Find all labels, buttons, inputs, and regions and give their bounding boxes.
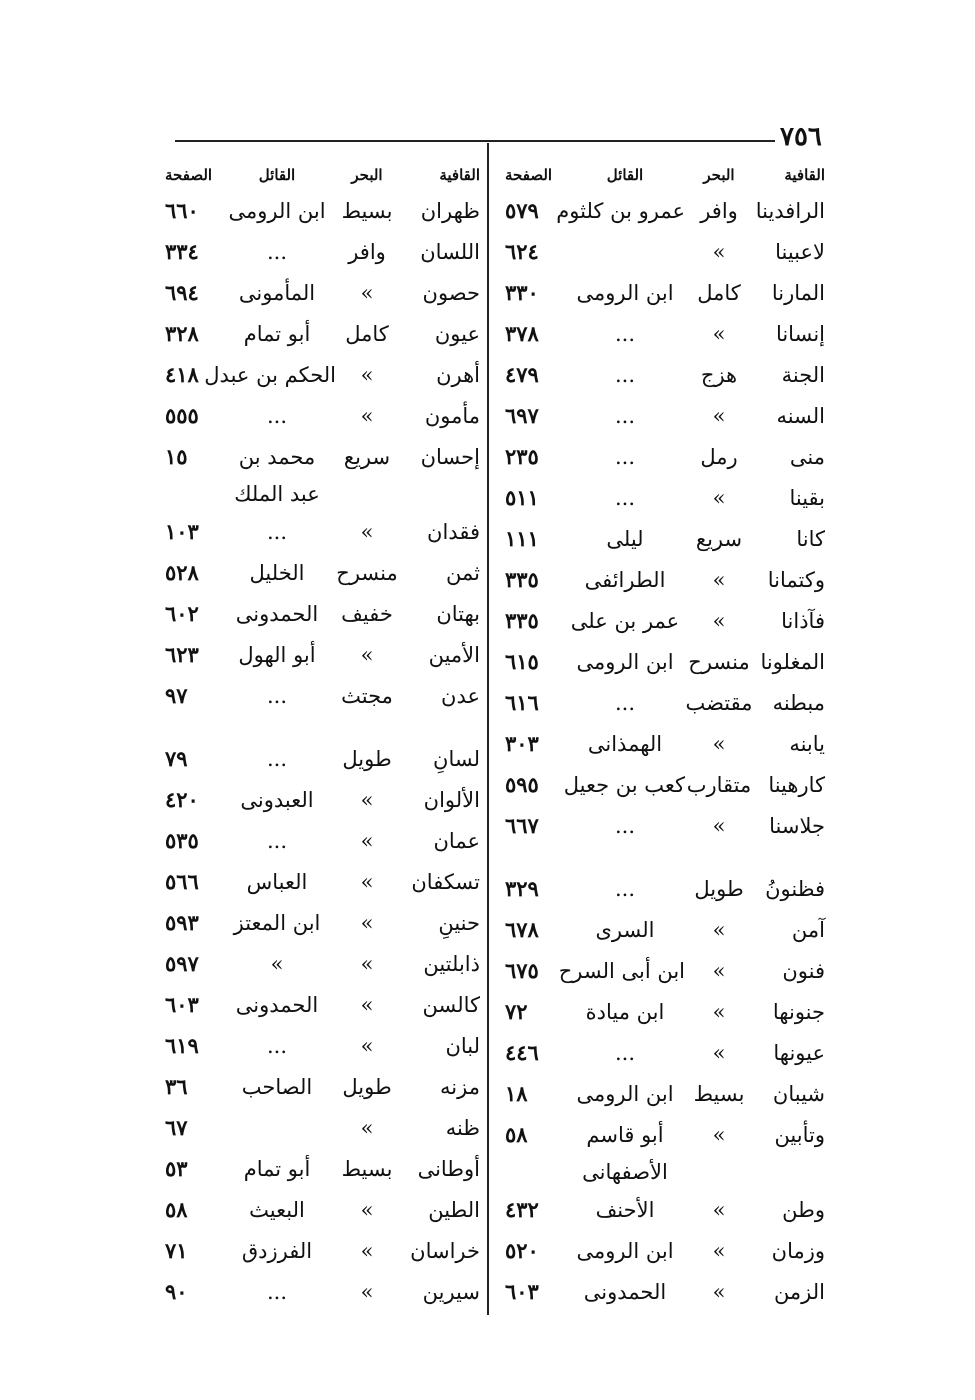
meter: »: [360, 519, 374, 544]
index-row: [505, 909, 825, 950]
rhyme-word: الزمن: [773, 1279, 825, 1304]
rhyme-word: منى: [789, 444, 825, 469]
meter: »: [712, 813, 726, 838]
meter: وافر: [348, 239, 386, 264]
index-row: [165, 738, 480, 779]
index-row: [165, 902, 480, 943]
page-ref: ١٨: [505, 1081, 528, 1106]
rhyme-word: اللسان: [420, 239, 480, 264]
poet: كعب بن جعيل: [563, 772, 685, 797]
index-row: [505, 272, 825, 313]
poet: عبد الملك: [234, 482, 320, 506]
poet: ...: [266, 1033, 288, 1058]
meter: »: [712, 1040, 726, 1065]
poet: محمد بن: [238, 444, 316, 469]
poet: الحمدونى: [235, 992, 319, 1017]
page-ref: ٥٨: [165, 1197, 188, 1222]
meter: بسيط: [693, 1081, 745, 1106]
index-row: [165, 1107, 480, 1148]
rhyme-word: مبطنه: [772, 690, 825, 715]
page-ref: ٦٧٥: [505, 958, 539, 983]
meter: »: [712, 239, 726, 264]
meter: كامل: [697, 280, 741, 305]
meter: »: [360, 992, 374, 1017]
page-ref: ٥٨: [505, 1122, 528, 1147]
header-qail: القائل: [258, 166, 296, 184]
poet: عمر بن على: [570, 608, 680, 633]
meter: »: [360, 362, 374, 387]
rhyme-word: حنينِ: [438, 910, 480, 935]
page-ref: ٥١١: [505, 485, 539, 510]
meter: خفيف: [341, 601, 393, 626]
meter: »: [360, 1197, 374, 1222]
meter: »: [712, 567, 726, 592]
header-bahr: البحر: [351, 166, 383, 184]
index-row: [165, 231, 480, 272]
page-ref: ٦١٦: [505, 690, 539, 715]
rhyme-word: جلاسنا: [769, 813, 825, 838]
index-row: [505, 190, 825, 231]
poet: ابن المعتز: [233, 910, 321, 935]
page-ref: ٦٧: [165, 1115, 188, 1140]
page-ref: ٦٩٧: [505, 403, 539, 428]
index-row: [165, 190, 480, 231]
rhyme-word: كارهينا: [768, 772, 825, 797]
meter: »: [360, 787, 374, 812]
rhyme-word: عمان: [433, 828, 480, 853]
rhyme-word: فآذانا: [781, 608, 825, 633]
index-row: [505, 231, 825, 272]
poet: ...: [614, 485, 636, 510]
meter: »: [360, 1033, 374, 1058]
meter: »: [360, 869, 374, 894]
rhyme-word: يابنه: [789, 731, 825, 756]
page-ref: ٦٩٤: [165, 280, 199, 305]
poet: ابن الرومى: [576, 649, 674, 674]
page-number: ٧٥٦: [780, 122, 822, 152]
poet: ...: [614, 444, 636, 469]
index-rows-right: [505, 190, 825, 1312]
rhyme-word: الجنة: [781, 362, 825, 387]
rhyme-word: فقدان: [427, 519, 480, 544]
poet: ابن الرومى: [576, 280, 674, 305]
header-qafiya: القافية: [784, 166, 825, 184]
meter: »: [712, 321, 726, 346]
rhyme-word: بقينا: [789, 485, 825, 510]
meter: »: [712, 403, 726, 428]
rhyme-word: عدن: [441, 683, 480, 708]
page-ref: ٣٢٩: [505, 876, 539, 901]
index-row: [505, 764, 825, 805]
index-row: [165, 1271, 480, 1312]
index-row: [505, 723, 825, 764]
page-ref: ٥٣٥: [165, 828, 199, 853]
poet: ...: [614, 403, 636, 428]
meter: مقتضب: [685, 690, 753, 715]
meter: »: [712, 999, 726, 1024]
page-ref: ٤٤٦: [505, 1040, 539, 1065]
poet: الأحنف: [595, 1197, 655, 1222]
index-row: [505, 1230, 825, 1271]
rhyme-word: إحسان: [420, 444, 480, 469]
index-row: [165, 1189, 480, 1230]
index-rows-left: [165, 190, 480, 1312]
page-ref: ٢٣٥: [505, 444, 539, 469]
poet: ...: [266, 828, 288, 853]
rhyme-word: خراسان: [410, 1238, 480, 1263]
rhyme-word: أهرن: [436, 362, 480, 387]
page-ref: ٥٦٦: [165, 869, 199, 894]
index-row: [165, 593, 480, 634]
poet: الأصفهانى: [582, 1160, 668, 1184]
meter: »: [360, 910, 374, 935]
meter: سريع: [343, 444, 391, 469]
page-ref: ٩٧: [165, 683, 188, 708]
index-row: [505, 991, 825, 1032]
index-column-right: [505, 160, 825, 1312]
poet: أبو تمام: [243, 1156, 311, 1181]
rhyme-word: الطين: [428, 1197, 480, 1222]
poet: ...: [266, 239, 288, 264]
page-ref: ٣٣٤: [165, 239, 199, 264]
meter: منسرح: [336, 560, 398, 585]
column-header: [505, 160, 825, 190]
poet: ...: [266, 403, 288, 428]
rhyme-word: حصون: [422, 280, 480, 305]
header-qail: القائل: [606, 166, 644, 184]
meter: طويل: [342, 746, 392, 771]
poet: ابن ميادة: [585, 999, 665, 1024]
poet: الخليل: [249, 560, 305, 585]
page-ref: ٥٩٧: [165, 951, 199, 976]
page-ref: ٥٥٥: [165, 403, 199, 428]
page-ref: ٦٠٢: [165, 601, 199, 626]
meter: طويل: [694, 876, 744, 901]
meter: »: [360, 280, 374, 305]
index-row: [505, 868, 825, 909]
poet: الفرزدق: [241, 1238, 313, 1263]
meter: »: [712, 485, 726, 510]
rhyme-word: ظهران: [420, 198, 480, 223]
poet: البعيث: [249, 1197, 305, 1222]
rhyme-word: فظنونُ: [765, 876, 825, 901]
index-row: [505, 559, 825, 600]
rhyme-word: وطن: [782, 1197, 825, 1222]
rhyme-word: مزنه: [440, 1074, 480, 1099]
index-row: [505, 313, 825, 354]
header-rule: [175, 140, 775, 142]
index-column-left: [165, 160, 480, 1312]
meter: مجتث: [341, 683, 393, 708]
meter: »: [360, 642, 374, 667]
meter: »: [360, 1279, 374, 1304]
index-row: [165, 779, 480, 820]
header-qafiya: القافية: [439, 166, 480, 184]
poet: ابن أبى السرح: [558, 958, 685, 983]
page-ref: ٧٩: [165, 746, 188, 771]
rhyme-word: السنه: [776, 403, 825, 428]
page-ref: ٤١٨: [165, 362, 199, 387]
page-ref: ٤٧٩: [505, 362, 539, 387]
index-row: [165, 1066, 480, 1107]
index-row: [165, 820, 480, 861]
rhyme-word: الأمين: [428, 642, 480, 667]
meter: منسرح: [688, 649, 750, 674]
poet: ...: [614, 813, 636, 838]
page-ref: ٦٢٣: [165, 642, 199, 667]
page-ref: ٣٣٥: [505, 567, 539, 592]
page-ref: ٥٢٨: [165, 560, 199, 585]
page-ref: ٩٠: [165, 1279, 188, 1304]
page-ref: ٦٦٠: [165, 198, 199, 223]
page-ref: ٦٠٣: [505, 1279, 539, 1304]
poet: ...: [614, 876, 636, 901]
index-row: [165, 861, 480, 902]
poet: الصاحب: [241, 1074, 313, 1099]
page-ref: ١٠٣: [165, 519, 199, 544]
meter: »: [712, 608, 726, 633]
poet: المأمونى: [238, 280, 316, 305]
index-row: [505, 950, 825, 991]
page-ref: ٧١: [165, 1238, 188, 1263]
meter: طويل: [342, 1074, 392, 1099]
index-row: [165, 1025, 480, 1066]
page-ref: ١١١: [505, 526, 539, 551]
page-ref: ٦٧٨: [505, 917, 539, 942]
meter: متقارب: [686, 772, 752, 797]
index-row: [165, 1230, 480, 1271]
meter: »: [360, 1115, 374, 1140]
rhyme-word: ثمن: [446, 560, 480, 585]
index-row: [505, 436, 825, 477]
header-safha: الصفحة: [505, 166, 553, 184]
page-ref: ٣٣٥: [505, 608, 539, 633]
meter: رمل: [700, 444, 738, 469]
index-row-continuation: [165, 477, 480, 511]
poet: السرى: [595, 917, 655, 942]
page-ref: ٣٠٣: [505, 731, 539, 756]
poet: أبو تمام: [243, 321, 311, 346]
index-row: [505, 1271, 825, 1312]
index-row: [505, 354, 825, 395]
rhyme-word: شيبان: [772, 1081, 825, 1106]
meter: »: [712, 1197, 726, 1222]
page-ref: ٣٦: [165, 1074, 188, 1099]
index-row: [165, 552, 480, 593]
index-row: [165, 313, 480, 354]
index-row: [165, 675, 480, 716]
page-ref: ٦٠٣: [165, 992, 199, 1017]
index-row: [165, 984, 480, 1025]
index-row: [165, 272, 480, 313]
page-ref: ٥٢٠: [505, 1238, 539, 1263]
meter: »: [712, 917, 726, 942]
index-row: [165, 354, 480, 395]
poet: ...: [614, 321, 636, 346]
rhyme-word: أوطانى: [417, 1156, 480, 1181]
rhyme-word: المارنا: [771, 280, 825, 305]
header-bahr: البحر: [703, 166, 735, 184]
index-row: [505, 518, 825, 559]
page-ref: ٤٢٠: [165, 787, 199, 812]
page-ref: ٤٣٢: [505, 1197, 539, 1222]
index-row: [505, 600, 825, 641]
index-row: [165, 436, 480, 477]
meter: »: [712, 1122, 726, 1147]
rhyme-word: إنسانا: [775, 321, 825, 346]
page-ref: ٣٣٠: [505, 280, 539, 305]
poet: الطرائفى: [584, 567, 666, 592]
rhyme-word: لبان: [445, 1033, 480, 1058]
rhyme-word: سيرين: [422, 1279, 480, 1304]
rhyme-word: كانا: [796, 526, 825, 551]
rhyme-word: عيون: [434, 321, 480, 346]
header-safha: الصفحة: [165, 166, 213, 184]
rhyme-word: المغلونا: [760, 649, 825, 674]
poet: »: [270, 951, 284, 976]
index-row: [505, 805, 825, 846]
poet: الحمدونى: [235, 601, 319, 626]
rhyme-word: فنون: [782, 958, 825, 983]
page-ref: ٣٢٨: [165, 321, 199, 346]
rhyme-word: جنونها: [772, 999, 825, 1024]
meter: »: [712, 1238, 726, 1263]
index-row: [165, 943, 480, 984]
index-row: [165, 395, 480, 436]
meter: »: [360, 403, 374, 428]
index-row: [505, 1114, 825, 1155]
rhyme-word: عيونها: [773, 1040, 825, 1065]
rhyme-word: ظنه: [445, 1115, 480, 1140]
rhyme-word: وزمان: [771, 1238, 825, 1263]
column-header: [165, 160, 480, 190]
meter: »: [360, 951, 374, 976]
column-divider: [487, 143, 489, 1315]
meter: بسيط: [341, 1156, 393, 1181]
rhyme-word: وتأبين: [774, 1122, 825, 1147]
poet: ...: [266, 519, 288, 544]
rhyme-word: آمن: [791, 917, 825, 942]
meter: كامل: [345, 321, 389, 346]
rhyme-word: تسكفان: [411, 869, 480, 894]
poet: عمرو بن كلثوم: [556, 198, 685, 223]
poet: الحكم بن عبدل: [204, 362, 336, 387]
index-row-continuation: [505, 1155, 825, 1189]
index-row: [165, 511, 480, 552]
index-row: [165, 1148, 480, 1189]
page-ref: ٦٢٤: [505, 239, 539, 264]
poet: أبو قاسم: [586, 1122, 664, 1147]
index-row: [505, 1032, 825, 1073]
index-row: [505, 1073, 825, 1114]
poet: ...: [266, 746, 288, 771]
meter: »: [712, 1279, 726, 1304]
page-ref: ٥٩٥: [505, 772, 539, 797]
index-row: [505, 1189, 825, 1230]
poet: أبو الهول: [238, 642, 316, 667]
poet: ليلى: [606, 526, 644, 551]
poet: العباس: [246, 869, 308, 894]
meter: »: [360, 828, 374, 853]
page-ref: ٥٣: [165, 1156, 188, 1181]
meter: بسيط: [341, 198, 393, 223]
index-row: [505, 477, 825, 518]
poet: ابن الرومى: [576, 1081, 674, 1106]
meter: سريع: [695, 526, 743, 551]
page-ref: ٥٧٩: [505, 198, 539, 223]
meter: وافر: [700, 198, 738, 223]
poet: العبدونى: [240, 787, 314, 812]
rhyme-word: لاعبينا: [775, 239, 825, 264]
poet: ...: [266, 683, 288, 708]
poet: ...: [614, 690, 636, 715]
poet: ...: [614, 362, 636, 387]
page-ref: ٧٢: [505, 999, 528, 1024]
poet: ...: [614, 1040, 636, 1065]
rhyme-word: كالسن: [422, 992, 480, 1017]
rhyme-word: الألوان: [423, 787, 480, 812]
poet: ابن الرومى: [576, 1238, 674, 1263]
poet: الحمدونى: [583, 1279, 667, 1304]
page-ref: ٦١٥: [505, 649, 539, 674]
rhyme-word: مأمون: [424, 403, 480, 428]
poet: الهمذانى: [587, 731, 663, 756]
page-ref: ٥٩٣: [165, 910, 199, 935]
rhyme-word: الرافدينا: [755, 198, 825, 223]
poet: ابن الرومى: [228, 198, 326, 223]
meter: »: [712, 731, 726, 756]
page-ref: ١٥: [165, 444, 188, 469]
page-ref: ٦١٩: [165, 1033, 199, 1058]
meter: هزج: [700, 362, 738, 387]
meter: »: [712, 958, 726, 983]
rhyme-word: ذابلتين: [423, 951, 480, 976]
meter: »: [360, 1238, 374, 1263]
page-ref: ٦٦٧: [505, 813, 539, 838]
index-row: [505, 641, 825, 682]
rhyme-word: لسانِ: [433, 746, 480, 771]
index-row: [505, 682, 825, 723]
index-row: [165, 634, 480, 675]
rhyme-word: وكتمانا: [767, 567, 825, 592]
rhyme-word: بهتان: [436, 601, 480, 626]
poet: ...: [266, 1279, 288, 1304]
index-row: [505, 395, 825, 436]
page-ref: ٣٧٨: [505, 321, 539, 346]
